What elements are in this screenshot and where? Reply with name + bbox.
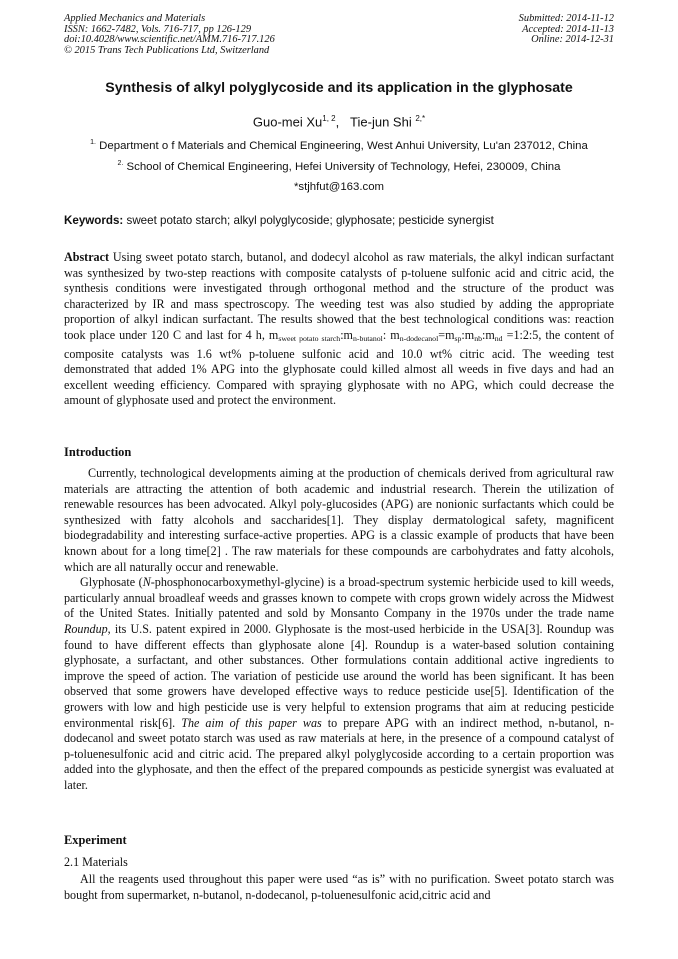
introduction-paragraph-1: Currently, technological developments aiming at the production of chemicals derived from agricultural raw materials are attracting the attention of both academic and industrial research. Therein the utilization of renewable resources has been advocated. Alkyl poly-glucosides (APG) are nonionic surfactants which could be synthesized with fatty alcohols and saccharides[1]. They display dermatological safety, magnificent biodegradability and interesting surface-active properties. APG is a classic example of products that have been known about for a long time[2] . The raw materials for these compounds are carbohydrates and fatty alcohols, which are all naturally occur and renewable. (64, 466, 614, 574)
materials-section (64, 872, 614, 903)
abstract-text: :m (340, 327, 353, 342)
subscript: n-butanol (352, 333, 383, 343)
subscript: nb (474, 333, 482, 343)
subscript: n-dodecanol (399, 333, 439, 343)
keywords-text: sweet potato starch; alkyl polyglycoside; glyphosate; pesticide synergist (126, 214, 494, 227)
experiment-heading: Experiment (64, 833, 127, 847)
online-date: Online: 2014-12-31 (531, 34, 614, 46)
abstract-paragraph (64, 250, 614, 409)
affiliation-mark: 1. (90, 139, 96, 146)
affiliation-2 (0, 160, 678, 173)
italic-text: Roundup (64, 621, 108, 636)
italic-text: N (142, 575, 151, 590)
keywords-label: Keywords: (64, 214, 124, 227)
corresponding-email[interactable]: *stjhfut@163.com (293, 181, 385, 193)
abstract-text: Using sweet potato starch, butanol, and dodecyl alcohol as raw materials, the alkyl indican surfactant was synthesized by two-step reactions with composite catalysts of p-toluene sulfonic acid and citric acid, the synthesis conditions were investigated through orthogonal method and the structure of the product was characterized by IR and mass spectroscopy. The weeding test was also studied by adding the appropriate proportion of alkyl indican surfactant. The results showed that the best technological conditions was: reaction took place under 120 C and last for 4 h, m (64, 250, 614, 342)
introduction-section (64, 466, 614, 793)
journal-header-left (64, 14, 275, 56)
author-affiliation-mark: 1, 2 (322, 114, 336, 123)
paper-title: Synthesis of alkyl polyglycoside and its application in the glyphosate (105, 80, 573, 96)
accepted-date: Accepted: 2014-11-13 (522, 23, 614, 35)
author-name: Guo-mei Xu (252, 114, 323, 130)
author-name: Tie-jun Shi (350, 114, 412, 130)
affiliation-text: Department o f Materials and Chemical Engineering, West Anhui University, Lu'an 237012, China (99, 139, 588, 152)
journal-name: Applied Mechanics and Materials (64, 13, 206, 24)
affiliation-1 (0, 139, 678, 152)
abstract-label: Abstract (64, 250, 110, 264)
subscript: sweet potato starch (278, 333, 341, 343)
introduction-paragraph-2 (64, 575, 614, 793)
abstract-text: :m (461, 327, 475, 342)
affiliation-text: School of Chemical Engineering, Hefei University of Technology, Hefei, 230009, China (126, 160, 561, 173)
affiliation-mark: 2. (117, 160, 124, 167)
author-list: Guo-mei Xu$^{1, 2}$, Tie-jun Shi $^{2,*}$ (252, 114, 426, 130)
submitted-date: Submitted: 2014-11-12 (518, 13, 614, 24)
abstract-text: :m (482, 327, 495, 342)
issn-line: ISSN: 1662-7482, Vols. 716-717, pp 126-129 (64, 23, 252, 35)
materials-subheading: 2.1 Materials (64, 855, 128, 869)
paragraph-text: Glyphosate ( (80, 575, 143, 590)
abstract-text: : m (382, 327, 400, 342)
journal-header-right (519, 14, 614, 46)
subscript: nd (494, 333, 503, 343)
copyright-line: © 2015 Trans Tech Publications Ltd, Switzerland (64, 44, 270, 56)
paragraph-text: to prepare APG with an indirect method, n-butanol, n-dodecanol and sweet potato starch was used as raw materials at here, in the presence of a compound catalyst of p-toluenesulfonic acid and citric acid. The prepared alkyl polyglycoside according to a certain proportion was added into the glyphosate, and then the effect of the prepared compounds as pesticide synergist was evaluated at later. (64, 715, 614, 792)
doi-line: doi:10.4028/www.scientific.net/AMM.716-717.126 (64, 34, 275, 46)
abstract-text: =m (438, 327, 455, 342)
paragraph-text: -phosphonocarboxymethyl-glycine) is a broad-spectrum systemic herbicide used to kill weeds, particularly annual broadleaf weeds and grasses known to compete with crops grown widely across the Midwest of the United States. Initially patented and sold by Monsanto Company in the 1970s under the trade name (64, 575, 614, 621)
subscript: sp (454, 333, 462, 343)
paragraph-text: , its U.S. patent expired in 2000. Glyphosate is the most-used herbicide in the USA[3]. Roundup was found to have different effects than glyphosate alone [4]. Roundup is a water-based solution containing glyphosate, a surfactant, and other substances. Other formulations contain additional active ingredients to improve the speed of action. The variation of pesticide use around the world has been significant. It has been observed that some growers have developed effective ways to reduce pesticide use[5]. Identification of the growers with low and high pesticide use is very helpful to extension programs that aim at reducing pesticide environmental risk[6]. (64, 621, 614, 730)
keywords-line (64, 214, 494, 227)
author-affiliation-mark: 2,* (415, 114, 426, 123)
italic-text: The aim of this paper was (181, 715, 322, 730)
introduction-heading: Introduction (64, 445, 132, 459)
materials-paragraph: All the reagents used throughout this paper were used “as is” with no purification. Sweet potato starch was bought from supermarket, n-butanol, n-dodecanol, p-toluenesulfonic acid,citric acid and (64, 872, 614, 902)
abstract-text: =1:2:5, the content of composite catalysts was 1.6 wt% p-toluene sulfonic acid and 10.0 wt% citric acid. The weeding test demonstrated that added 1% APG into the glyphosate could killed almost all weeds in five days and had an excellent weeding efficiency. Compared with spraying glyphosate with no APG, which could decrease the amount of glyphosate used and protect the environment. (64, 327, 615, 408)
